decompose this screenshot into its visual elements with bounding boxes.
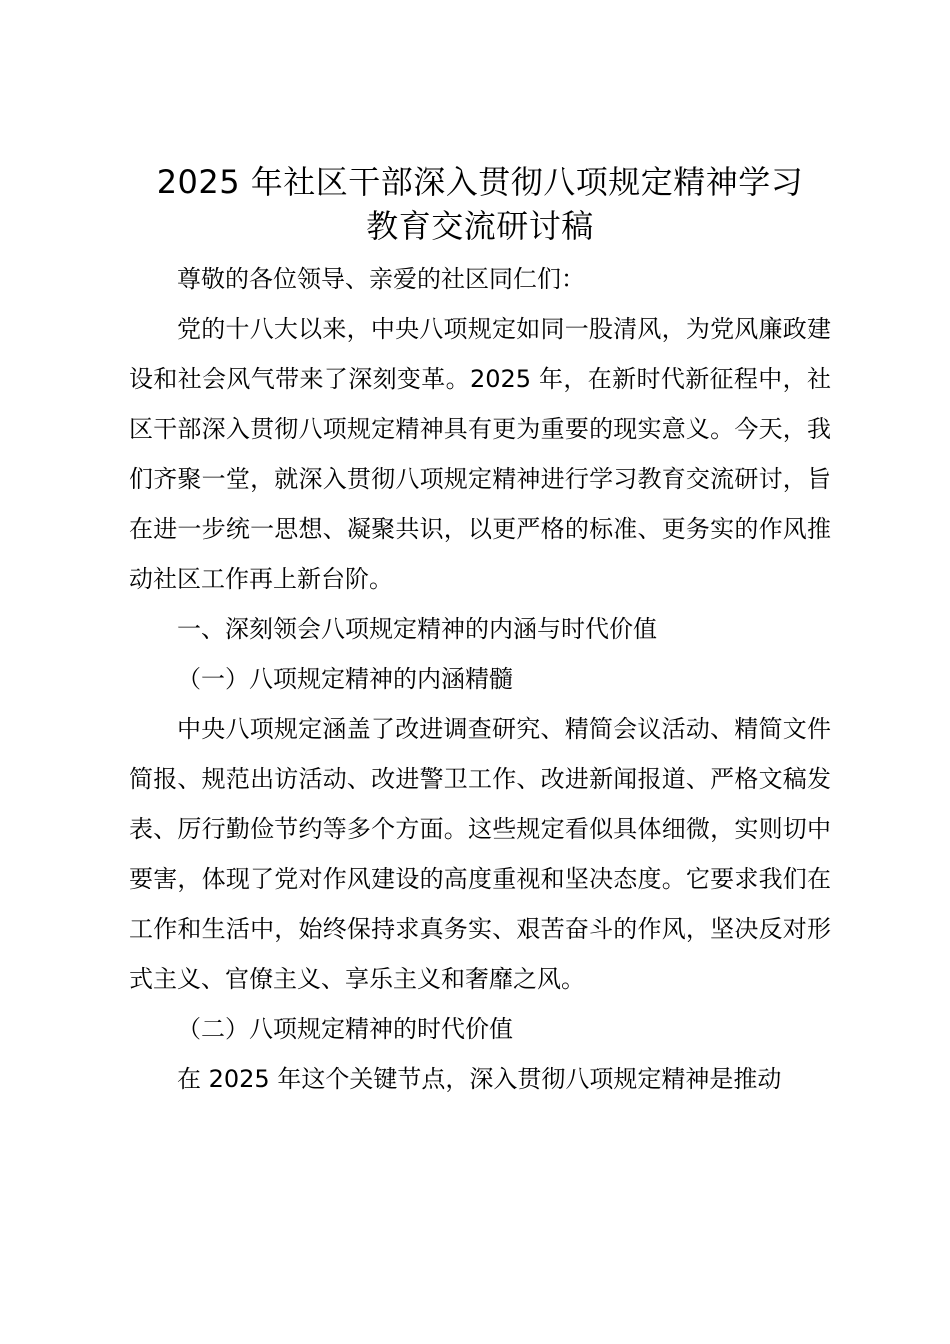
document-title: [129, 160, 831, 248]
subsection-1-heading: （一）八项规定精神的内涵精髓: [177, 665, 513, 693]
subsection-1-paragraph: 中央八项规定涵盖了改进调查研究、精简会议活动、精简文件简报、规范出访活动、改进警卫工作、改进新闻报道、严格文稿发表、厉行勤俭节约等多个方面。这些规定看似具体细微，实则切中要害，体现了党对作风建设的高度重视和坚决态度。它要求我们在工作和生活中，始终保持求真务实、艰苦奋斗的作风，坚决反对形式主义、官僚主义、享乐主义和奢靡之风。: [129, 715, 831, 993]
subsection-2-heading: （二）八项规定精神的时代价值: [177, 1015, 513, 1043]
title-line-2: 教育交流研讨稿: [366, 207, 594, 245]
paragraph-intro: 党的十八大以来，中央八项规定如同一股清风，为党风廉政建设和社会风气带来了深刻变革。2025 年，在新时代新征程中，社区干部深入贯彻八项规定精神具有更为重要的现实意义。今天，我们齐聚一堂，就深入贯彻八项规定精神进行学习教育交流研讨，旨在进一步统一思想、凝聚共识，以更严格的标准、更务实的作风推动社区工作再上新台阶。: [129, 315, 831, 593]
subsection-2-paragraph: 在 2025 年这个关键节点，深入贯彻八项规定精神是推动: [177, 1065, 782, 1093]
salutation: 尊敬的各位领导、亲爱的社区同仁们：: [177, 265, 585, 293]
section-1-heading: 一、深刻领会八项规定精神的内涵与时代价值: [177, 615, 657, 643]
document-page: [129, 160, 831, 1104]
title-line-1: 2025 年社区干部深入贯彻八项规定精神学习: [156, 163, 804, 201]
